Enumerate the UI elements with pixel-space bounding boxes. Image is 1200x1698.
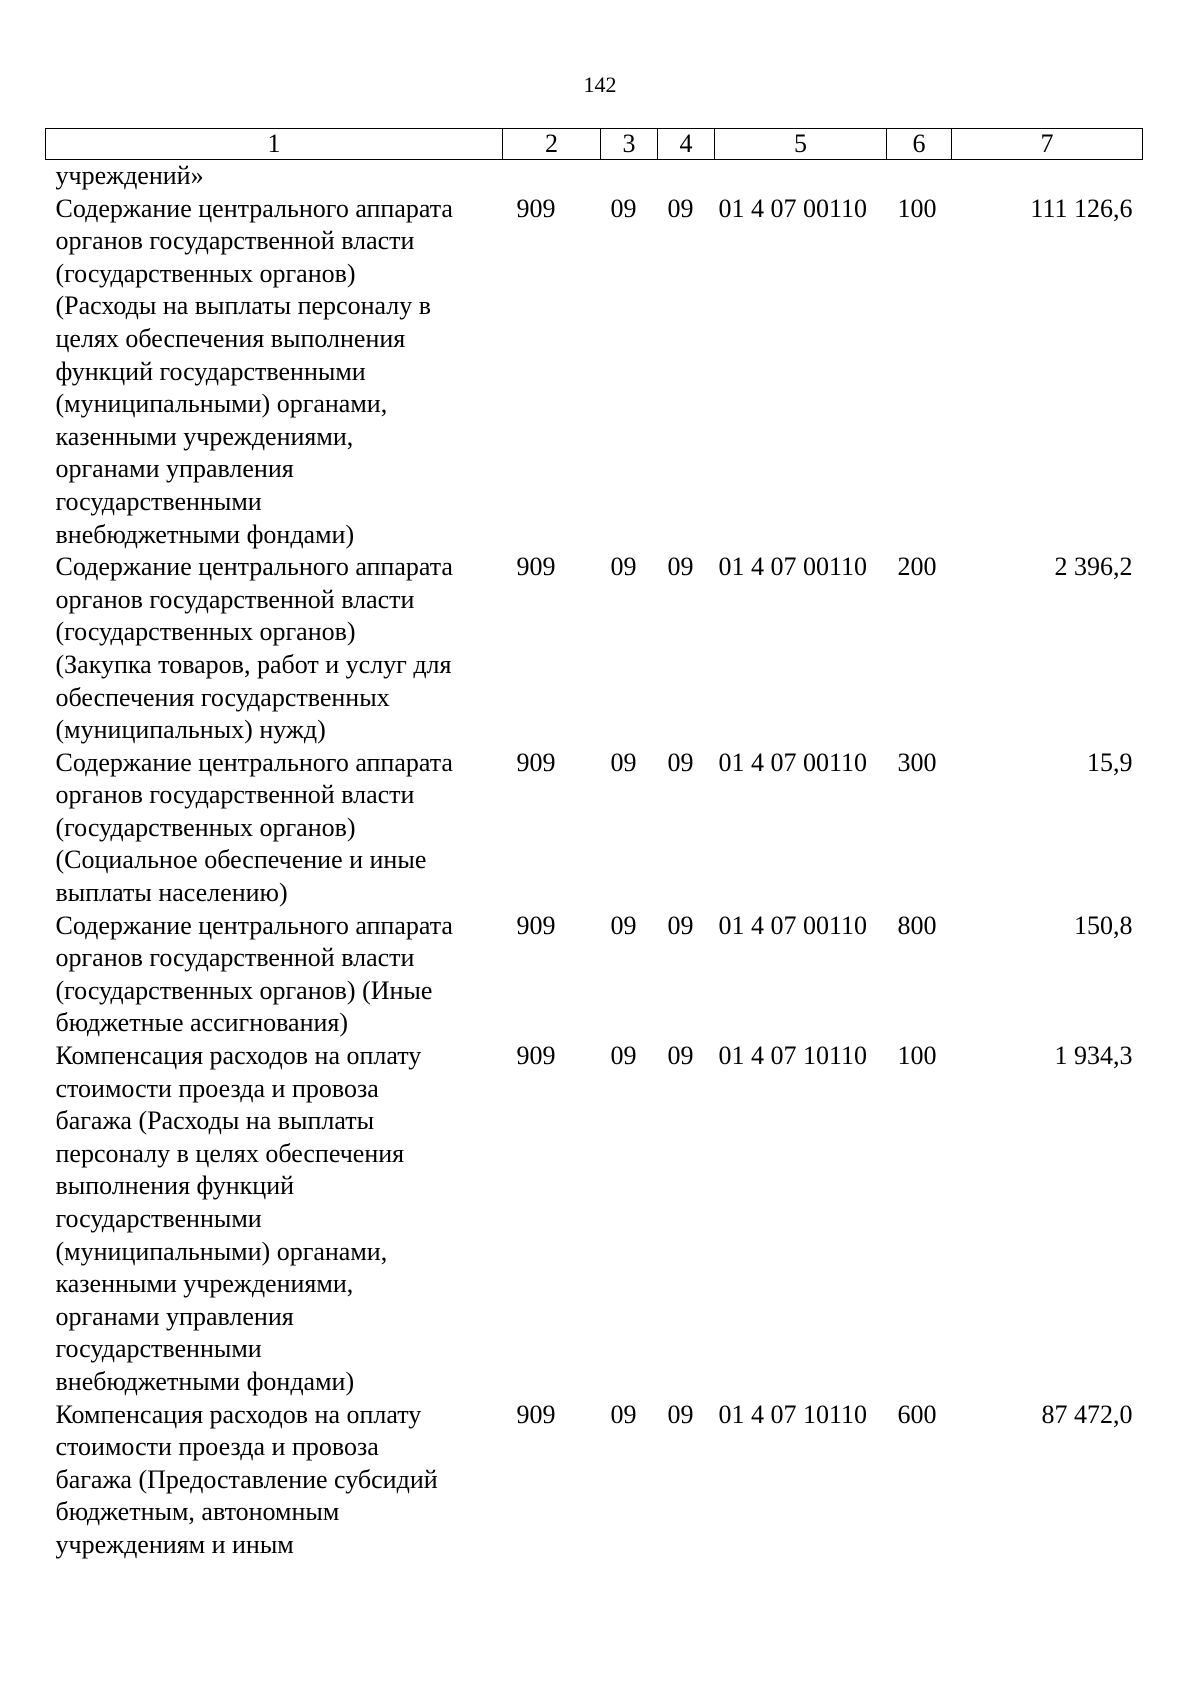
budget-table bbox=[45, 128, 1143, 1562]
name-line: (государственных органов) bbox=[55, 617, 356, 647]
expense-name bbox=[46, 1040, 503, 1399]
section-code: 09 bbox=[610, 193, 637, 223]
expense-name bbox=[46, 193, 503, 552]
section-code: 09 bbox=[610, 552, 637, 582]
name-line: органов государственной власти bbox=[55, 780, 415, 810]
table-row bbox=[46, 551, 1143, 747]
table-row bbox=[46, 910, 1143, 1040]
name-line: (Социальное обеспечение и иные bbox=[55, 845, 427, 875]
expense-name bbox=[46, 1399, 503, 1562]
page-number: 142 bbox=[583, 72, 617, 97]
name-line: органов государственной власти bbox=[55, 943, 415, 973]
name-line: Компенсация расходов на оплату bbox=[55, 1399, 422, 1429]
table-row bbox=[46, 1040, 1143, 1399]
table-row bbox=[46, 193, 1143, 552]
name-line: стоимости проезда и провоза bbox=[55, 1073, 379, 1103]
header-col-4: 4 bbox=[658, 129, 715, 160]
expense-name bbox=[46, 551, 503, 747]
name-line: Компенсация расходов на оплату bbox=[55, 1041, 422, 1071]
name-line: (Расходы на выплаты персоналу в bbox=[55, 291, 432, 321]
target-article-code: 01 4 07 00110 bbox=[718, 193, 868, 223]
amount: 15,9 bbox=[1087, 747, 1133, 777]
header-col-3: 3 bbox=[601, 129, 658, 160]
target-article-code: 01 4 07 00110 bbox=[718, 910, 868, 940]
name-line: Содержание центрального аппарата bbox=[55, 747, 453, 777]
expense-type-code: 200 bbox=[897, 552, 937, 582]
name-line: целях обеспечения выполнения bbox=[55, 323, 406, 353]
header-col-7: 7 bbox=[952, 129, 1143, 160]
name-line: (муниципальными) органами, bbox=[55, 1236, 388, 1266]
amount: 87 472,0 bbox=[1041, 1399, 1133, 1429]
subsection-code: 09 bbox=[667, 1041, 694, 1071]
name-line: багажа (Расходы на выплаты bbox=[55, 1106, 375, 1136]
header-col-6: 6 bbox=[887, 129, 952, 160]
subsection-code: 09 bbox=[667, 747, 694, 777]
name-line: персоналу в целях обеспечения bbox=[55, 1138, 405, 1168]
header-row bbox=[46, 129, 1143, 160]
amount: 150,8 bbox=[1074, 910, 1133, 940]
header-col-2: 2 bbox=[503, 129, 601, 160]
subsection-code: 09 bbox=[667, 552, 694, 582]
name-line: бюджетные ассигнования) bbox=[55, 1008, 349, 1038]
ministry-code: 909 bbox=[516, 747, 556, 777]
name-line: функций государственными bbox=[55, 356, 366, 386]
header-col-1: 1 bbox=[46, 129, 503, 160]
name-line: органов государственной власти bbox=[55, 584, 415, 614]
name-line: внебюджетными фондами) bbox=[55, 519, 355, 549]
continuation-row bbox=[46, 160, 1143, 193]
name-line: багажа (Предоставление субсидий bbox=[55, 1464, 438, 1494]
name-line: (государственных органов) (Иные bbox=[55, 975, 433, 1005]
name-line: Содержание центрального аппарата bbox=[55, 552, 453, 582]
name-line: казенными учреждениями, bbox=[55, 1269, 354, 1299]
expense-name bbox=[46, 910, 503, 1040]
table-body bbox=[46, 160, 1143, 1562]
ministry-code: 909 bbox=[516, 1041, 556, 1071]
name-line: учреждений» bbox=[55, 161, 204, 190]
amount: 111 126,6 bbox=[1030, 193, 1133, 223]
section-code: 09 bbox=[610, 1041, 637, 1071]
table-row bbox=[46, 747, 1143, 910]
expense-type-code: 100 bbox=[897, 1041, 937, 1071]
name-line: внебюджетными фондами) bbox=[55, 1366, 355, 1396]
name-line: (государственных органов) bbox=[55, 258, 356, 288]
table-header bbox=[46, 129, 1143, 160]
subsection-code: 09 bbox=[667, 1399, 694, 1429]
subsection-code: 09 bbox=[667, 910, 694, 940]
name-line: (Закупка товаров, работ и услуг для bbox=[55, 649, 452, 679]
ministry-code: 909 bbox=[516, 1399, 556, 1429]
continuation-name bbox=[46, 160, 503, 193]
target-article-code: 01 4 07 00110 bbox=[718, 552, 868, 582]
name-line: учреждениям и иным bbox=[55, 1529, 294, 1559]
name-line: (государственных органов) bbox=[55, 812, 356, 842]
name-line: органами управления bbox=[55, 1301, 294, 1331]
name-line: органами управления bbox=[55, 454, 294, 484]
name-line: государственными bbox=[55, 1204, 262, 1233]
amount: 1 934,3 bbox=[1054, 1041, 1133, 1071]
name-line: выплаты населению) bbox=[55, 878, 288, 908]
name-line: Содержание центрального аппарата bbox=[55, 193, 453, 223]
section-code: 09 bbox=[610, 747, 637, 777]
name-line: государственными bbox=[55, 486, 262, 516]
name-line: государственными bbox=[55, 1334, 262, 1364]
ministry-code: 909 bbox=[516, 552, 556, 582]
expense-type-code: 800 bbox=[897, 910, 937, 940]
header-col-5: 5 bbox=[715, 129, 887, 160]
subsection-code: 09 bbox=[667, 193, 694, 223]
section-code: 09 bbox=[610, 910, 637, 940]
ministry-code: 909 bbox=[516, 910, 556, 940]
name-line: бюджетным, автономным bbox=[55, 1497, 340, 1527]
name-line: обеспечения государственных bbox=[55, 682, 390, 712]
target-article-code: 01 4 07 00110 bbox=[718, 747, 868, 777]
target-article-code: 01 4 07 10110 bbox=[718, 1041, 868, 1071]
expense-type-code: 600 bbox=[897, 1399, 937, 1429]
table-row bbox=[46, 1399, 1143, 1562]
name-line: Содержание центрального аппарата bbox=[55, 910, 453, 940]
amount: 2 396,2 bbox=[1054, 552, 1133, 582]
section-code: 09 bbox=[610, 1399, 637, 1429]
ministry-code: 909 bbox=[516, 193, 556, 223]
name-line: казенными учреждениями, bbox=[55, 421, 354, 451]
name-line: выполнения функций bbox=[55, 1171, 295, 1201]
expense-name bbox=[46, 747, 503, 910]
target-article-code: 01 4 07 10110 bbox=[718, 1399, 868, 1429]
name-line: стоимости проезда и провоза bbox=[55, 1432, 379, 1462]
name-line: (муниципальных) нужд) bbox=[55, 715, 326, 745]
expense-type-code: 100 bbox=[897, 193, 937, 223]
name-line: (муниципальными) органами, bbox=[55, 389, 388, 419]
name-line: органов государственной власти bbox=[55, 226, 415, 256]
expense-type-code: 300 bbox=[897, 747, 937, 777]
